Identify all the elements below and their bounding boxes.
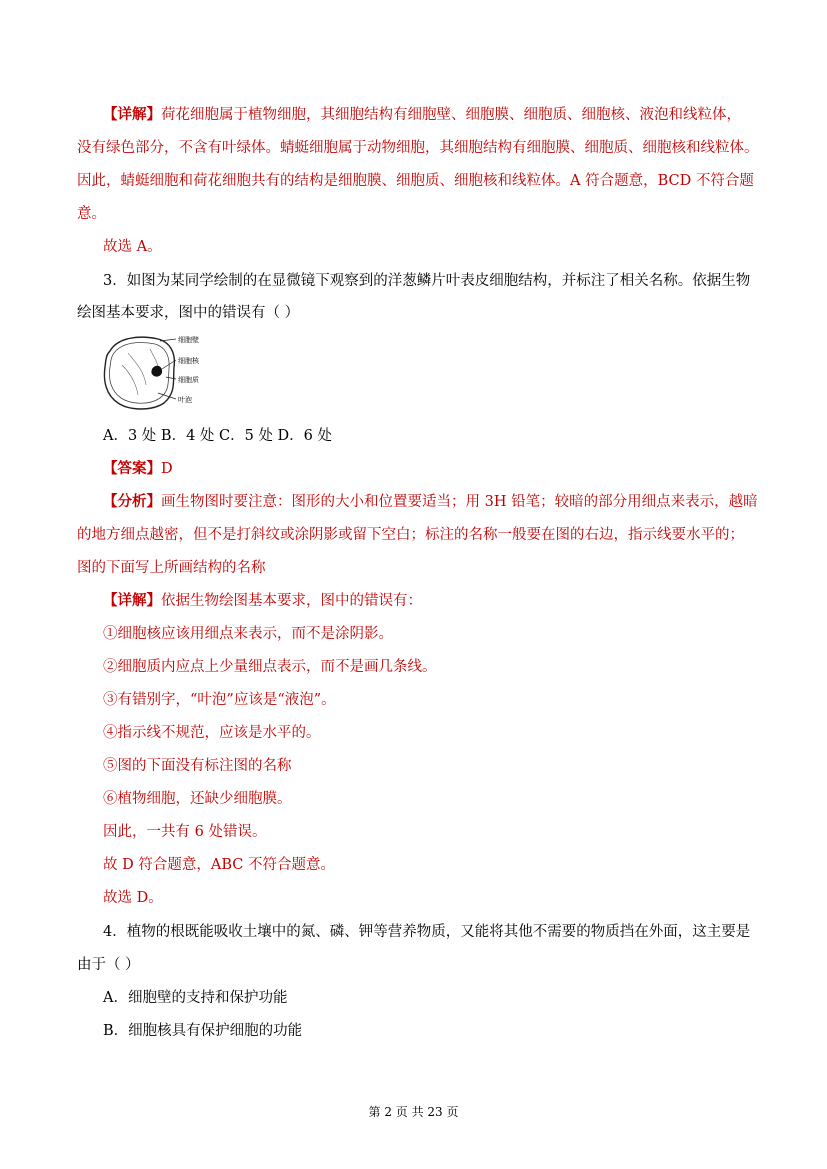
q3-detail: [103, 591, 422, 611]
q3-item-1: ①细胞核应该用细点来表示，而不是涂阴影。: [103, 626, 393, 642]
detail-tag-2: 【详解】: [103, 592, 161, 609]
nucleus-shape: [151, 366, 162, 377]
answer-tag: 【答案】: [103, 460, 161, 477]
q3-analysis1: [103, 492, 758, 512]
detail-tag: 【详解】: [103, 106, 161, 123]
q4-line2: 由于（ ）: [77, 957, 140, 973]
pointer-line-4: [158, 393, 176, 399]
pointer-line-3: [166, 377, 176, 379]
p1-choice: 故选 A。: [103, 239, 162, 255]
p1-line3: 因此，蜻蜓细胞和荷花细胞共有的结构是细胞膜、细胞质、细胞核和线粒体。A 符合题意，BCD 不符合题: [77, 173, 754, 189]
cell-diagram-svg: [100, 333, 240, 413]
q3-item-3: ③有错别字，“叶泡”应该是“液泡”。: [103, 692, 336, 708]
q3-choice: 故选 D。: [103, 890, 163, 906]
cell-diagram: [100, 333, 240, 413]
analysis-text1: 画生物图时要注意：图形的大小和位置要适当；用 3H 铅笔；较暗的部分用细点来表示，越暗: [161, 494, 758, 510]
q3-item-4: ④指示线不规范，应该是水平的。: [103, 725, 321, 741]
q3-item-5: ⑤图的下面没有标注图的名称: [103, 758, 292, 774]
q4-optA: A．细胞壁的支持和保护功能: [103, 990, 288, 1006]
q3-conclusion1: 因此，一共有 6 处错误。: [103, 824, 267, 840]
q3-analysis2: 的地方细点越密，但不是打斜纹或涂阴影或留下空白；标注的名称一般要在图的右边，指示线要水平的；: [77, 527, 744, 543]
q3-conclusion2: 故 D 符合题意，ABC 不符合题意。: [103, 857, 335, 873]
p1-line2: 没有绿色部分，不含有叶绿体。蜻蜓细胞属于动物细胞，其细胞结构有细胞膜、细胞质、细胞核和线粒体。: [77, 140, 759, 156]
cytoplasm-line-1: [128, 353, 146, 385]
q3-answer: [103, 459, 173, 479]
label-cytoplasm: 细胞质: [178, 376, 199, 384]
p1-text1: 荷花细胞属于植物细胞，其细胞结构有细胞壁、细胞膜、细胞质、细胞核、液泡和线粒体，: [161, 107, 741, 123]
p1-line1: [103, 105, 741, 125]
label-cell-wall: 细胞壁: [178, 336, 199, 344]
q3-options: A．3 处 B．4 处 C．5 处 D．6 处: [103, 428, 333, 444]
label-nucleus: 细胞核: [178, 357, 199, 365]
q3-item-6: ⑥植物细胞，还缺少细胞膜。: [103, 791, 292, 807]
q3-item-2: ②细胞质内应点上少量细点表示，而不是画几条线。: [103, 659, 437, 675]
p1-line4: 意。: [77, 206, 106, 222]
cell-wall-outline: [104, 337, 174, 409]
q4-line1: 4．植物的根既能吸收土壤中的氮、磷、钾等营养物质，又能将其他不需要的物质挡在外面，这主要是: [103, 924, 751, 940]
q3-line1: 3．如图为某同学绘制的在显微镜下观察到的洋葱鳞片叶表皮细胞结构，并标注了相关名称。依据生物: [103, 273, 751, 289]
analysis-tag: 【分析】: [103, 493, 161, 510]
detail-text: 依据生物绘图基本要求，图中的错误有：: [161, 593, 422, 609]
cytoplasm-line-2: [122, 365, 138, 395]
label-vacuole: 叶泡: [178, 396, 192, 404]
q4-optB: B．细胞核具有保护细胞的功能: [103, 1023, 303, 1039]
q3-line2: 绘图基本要求，图中的错误有（ ）: [77, 305, 300, 321]
answer-value: D: [161, 461, 173, 477]
q3-analysis3: 图的下面写上所画结构的名称: [77, 560, 266, 576]
page-footer: 第 2 页 共 23 页: [368, 1105, 459, 1119]
